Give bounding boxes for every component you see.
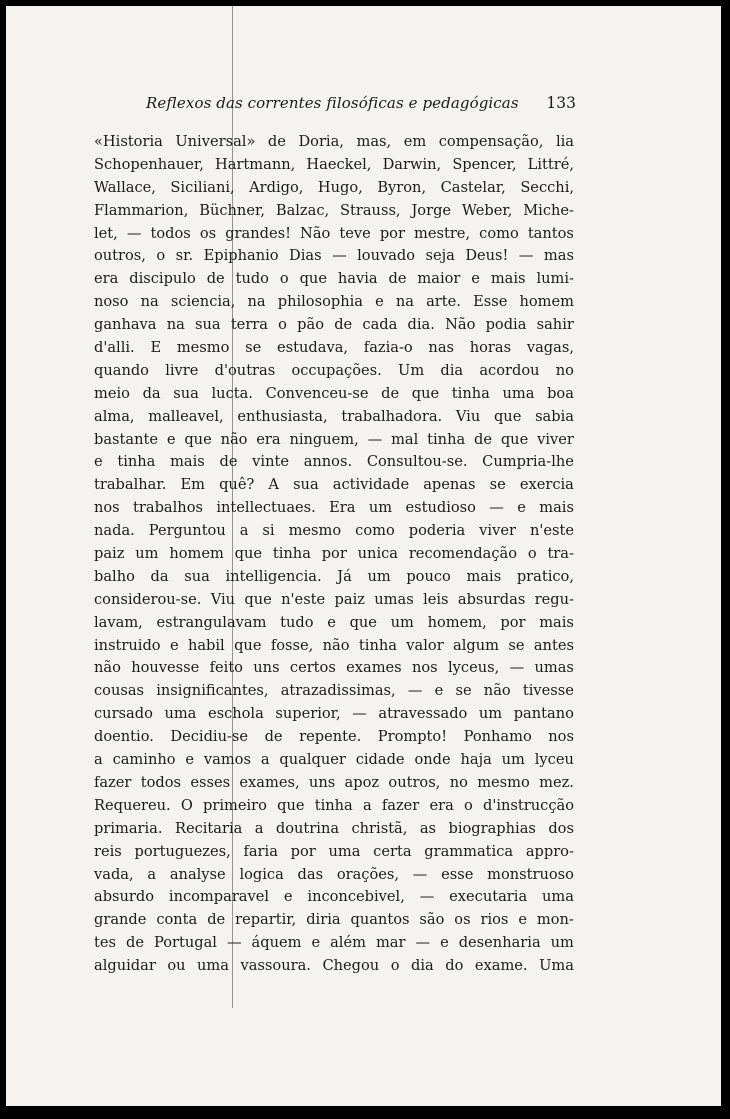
text-line: cousas insignificantes, atrazadissimas, — e se não tivesse <box>94 682 574 700</box>
text-line: bastante e que não era ninguem, — mal tinha de que viver <box>94 430 574 448</box>
text-line: let, — todos os grandes! Não teve por mestre, como tantos <box>94 224 574 242</box>
text-line: vada, a analyse logica das orações, — esse monstruoso <box>94 865 574 883</box>
book-page <box>6 6 721 1106</box>
text-line: grande conta de repartir, diria quantos são os rios e mon- <box>94 911 574 929</box>
text-line: quando livre d'outras occupações. Um dia acordou no <box>94 361 574 379</box>
page-number: 133 <box>546 94 576 112</box>
text-line: a caminho e vamos a qualquer cidade onde haja um lyceu <box>94 751 574 769</box>
text-line: trabalhar. Em quê? A sua actividade apenas se exercia <box>94 476 574 494</box>
text-line: tes de Portugal — áquem e além mar — e desenharia um <box>94 934 574 952</box>
text-line: instruido e habil que fosse, não tinha valor algum se antes <box>94 636 574 654</box>
text-line: balho da sua intelligencia. Já um pouco mais pratico, <box>94 567 574 585</box>
text-line: e tinha mais de vinte annos. Consultou-se. Cumpria-lhe <box>94 453 574 471</box>
text-line: Wallace, Siciliani, Ardigo, Hugo, Byron, Castelar, Secchi, <box>94 178 574 196</box>
text-line: nada. Perguntou a si mesmo como poderia viver n'este <box>94 522 574 540</box>
text-line: paiz um homem que tinha por unica recomendação o tra- <box>94 545 574 563</box>
text-line: alma, malleavel, enthusiasta, trabalhadora. Viu que sabia <box>94 407 574 425</box>
text-line: lavam, estrangulavam tudo e que um homem, por mais <box>94 613 574 631</box>
text-line: meio da sua lucta. Convenceu-se de que tinha uma boa <box>94 384 574 402</box>
text-line: outros, o sr. Epiphanio Dias — louvado seja Deus! — mas <box>94 247 574 265</box>
text-line: noso na sciencia, na philosophia e na arte. Esse homem <box>94 293 574 311</box>
text-line: «Historia Universal» de Doria, mas, em compensação, lia <box>94 133 574 150</box>
text-line: doentio. Decidiu-se de repente. Prompto! Ponhamo nos <box>94 728 574 746</box>
text-line: d'alli. E mesmo se estudava, fazia-o nas horas vagas, <box>94 339 574 357</box>
text-line: cursado uma eschola superior, — atravessado um pantano <box>94 705 574 723</box>
running-title: Reflexos das correntes filosóficas e pedagógicas <box>146 94 519 112</box>
text-line: absurdo incomparavel e inconcebivel, — executaria uma <box>94 888 574 906</box>
text-line: alguidar ou uma vassoura. Chegou o dia do exame. Uma <box>94 957 574 975</box>
text-line: era discipulo de tudo o que havia de maior e mais lumi- <box>94 270 574 288</box>
text-line: Schopenhauer, Hartmann, Haeckel, Darwin, Spencer, Littré, <box>94 155 574 173</box>
text-line: ganhava na sua terra o pão de cada dia. Não podia sahir <box>94 316 574 334</box>
text-line: primaria. Recitaria a doutrina christã, as biographias dos <box>94 819 574 837</box>
text-line: não houvesse feito uns certos exames nos lyceus, — umas <box>94 659 574 677</box>
text-line: considerou-se. Viu que n'este paiz umas leis absurdas regu- <box>94 590 574 608</box>
text-line: fazer todos esses exames, uns apoz outros, no mesmo mez. <box>94 773 574 791</box>
text-line: reis portuguezes, faria por uma certa grammatica appro- <box>94 842 574 860</box>
text-line: Requereu. O primeiro que tinha a fazer era o d'instrucção <box>94 796 574 814</box>
page-header <box>146 94 576 120</box>
text-line: nos trabalhos intellectuaes. Era um estudioso — e mais <box>94 499 574 517</box>
text-line: Flammarion, Büchner, Balzac, Strauss, Jorge Weber, Miche- <box>94 201 574 219</box>
body-text <box>94 131 574 978</box>
